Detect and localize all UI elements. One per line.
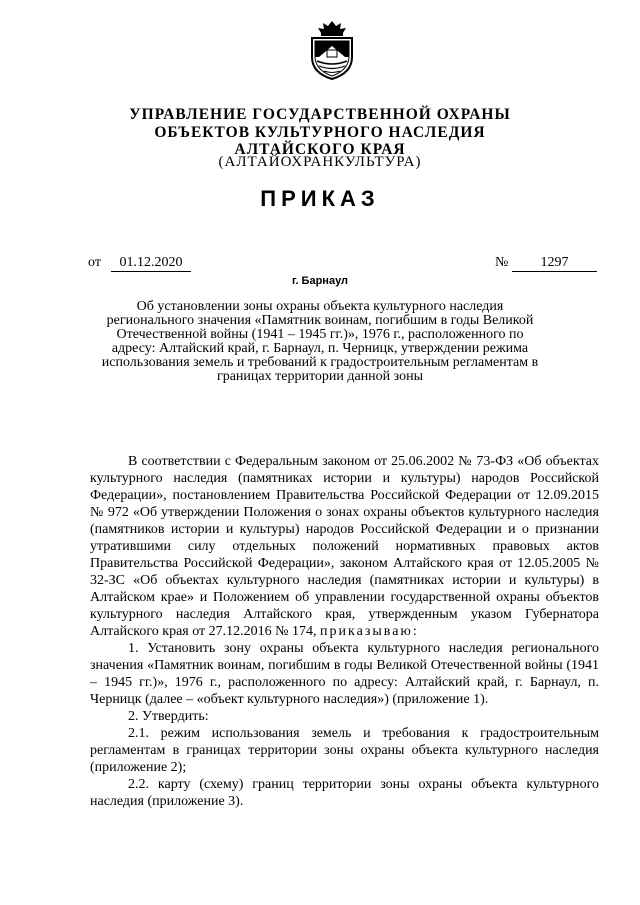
- preamble-text: В соответствии с Федеральным законом от 25.06.2002 № 73-ФЗ «Об объектах культурного наследия (памятниках истории и культуры) народов Российской Федерации», постановлением Правительства Российской Федерации от 12.09.2015 № 972 «Об утверждении Положения о зонах охраны объектов культурного наследия (памятников истории и культуры) народов Российской Федерации и о признании утратившими силу отдельных положений нормативных правовых актов Правительства Российской Федерации», законом Алтайского края от 12.05.2005 № 32-ЗС «Об объектах культурного наследия (памятниках истории и культуры) в Алтайском крае» и Положением об управлении государственной охраны объектов культурного наследия Алтайского края, утвержденным указом Губернатора Алтайского края от 27.12.2016 № 174,: [90, 454, 599, 639]
- order-item-2-1: 2.1. режим использования земель и требования к градостроительным регламентам в границах территории зоны охраны объекта культурного наследия (приложение 2);: [90, 726, 599, 775]
- number-label: №: [495, 255, 509, 270]
- coat-of-arms-icon: [307, 19, 357, 81]
- order-item-1: 1. Установить зону охраны объекта культурного наследия регионального значения «Памятник воинам, погибшим в годы Великой Отечественной войны (1941 – 1945 гг.)», 1976 г., расположенного по адресу: Алтайский край, г. Барнаул, п. Черницк (далее – «объект культурного наследия») (приложение 1).: [90, 641, 599, 707]
- document-number: 1297: [512, 255, 597, 272]
- org-name-line3: АЛТАЙСКОГО КРАЯ: [234, 141, 406, 158]
- document-subject: Об установлении зоны охраны объекта культурного наследия регионального значения «Памятник воинам, погибшим в годы Великой Отечественной войны (1941 – 1945 гг.)», 1976 г., расположенного по адресу: Алтайский край, г. Барнаул, п. Черницк, утверждении режима использования земель и требований к градостроительным регламентам в границах территории данной зоны: [101, 299, 539, 384]
- org-name-line1: УПРАВЛЕНИЕ ГОСУДАРСТВЕННОЙ ОХРАНЫ: [129, 106, 511, 123]
- preamble-paragraph: В соответствии с Федеральным законом от 25.06.2002 № 73-ФЗ «Об объектах культурного наследия (памятниках истории и культуры) народов Российской Федерации», постановлением Правительства Российской Федерации от 12.09.2015 № 972 «Об утверждении Положения о зонах охраны объектов культурного наследия (памятников истории и культуры) народов Российской Федерации и о признании утратившими силу отдельных положений нормативных правовых актов Правительства Российской Федерации», законом Алтайского края от 12.05.2005 № 32-ЗС «Об объектах культурного наследия (памятниках истории и культуры) в Алтайском крае» и Положением об управлении государственной охраны объектов культурного наследия Алтайского края, утвержденным указом Губернатора Алтайского края от 27.12.2016 № 174, приказываю:: [90, 454, 599, 639]
- order-word: приказываю: [320, 624, 413, 639]
- date-label: от: [88, 255, 101, 270]
- document-date: 01.12.2020: [111, 255, 191, 272]
- document-title: ПРИКАЗ: [260, 186, 380, 211]
- order-item-2: 2. Утвердить:: [128, 709, 209, 724]
- org-name-line2: ОБЪЕКТОВ КУЛЬТУРНОГО НАСЛЕДИЯ: [154, 124, 486, 141]
- city-name: г. Барнаул: [291, 275, 349, 287]
- org-short-name: (АЛТАЙОХРАНКУЛЬТУРА): [218, 154, 422, 170]
- order-item-2-2: 2.2. карту (схему) границ территории зоны охраны объекта культурного наследия (приложение 3).: [90, 777, 599, 809]
- document-body: [90, 453, 599, 810]
